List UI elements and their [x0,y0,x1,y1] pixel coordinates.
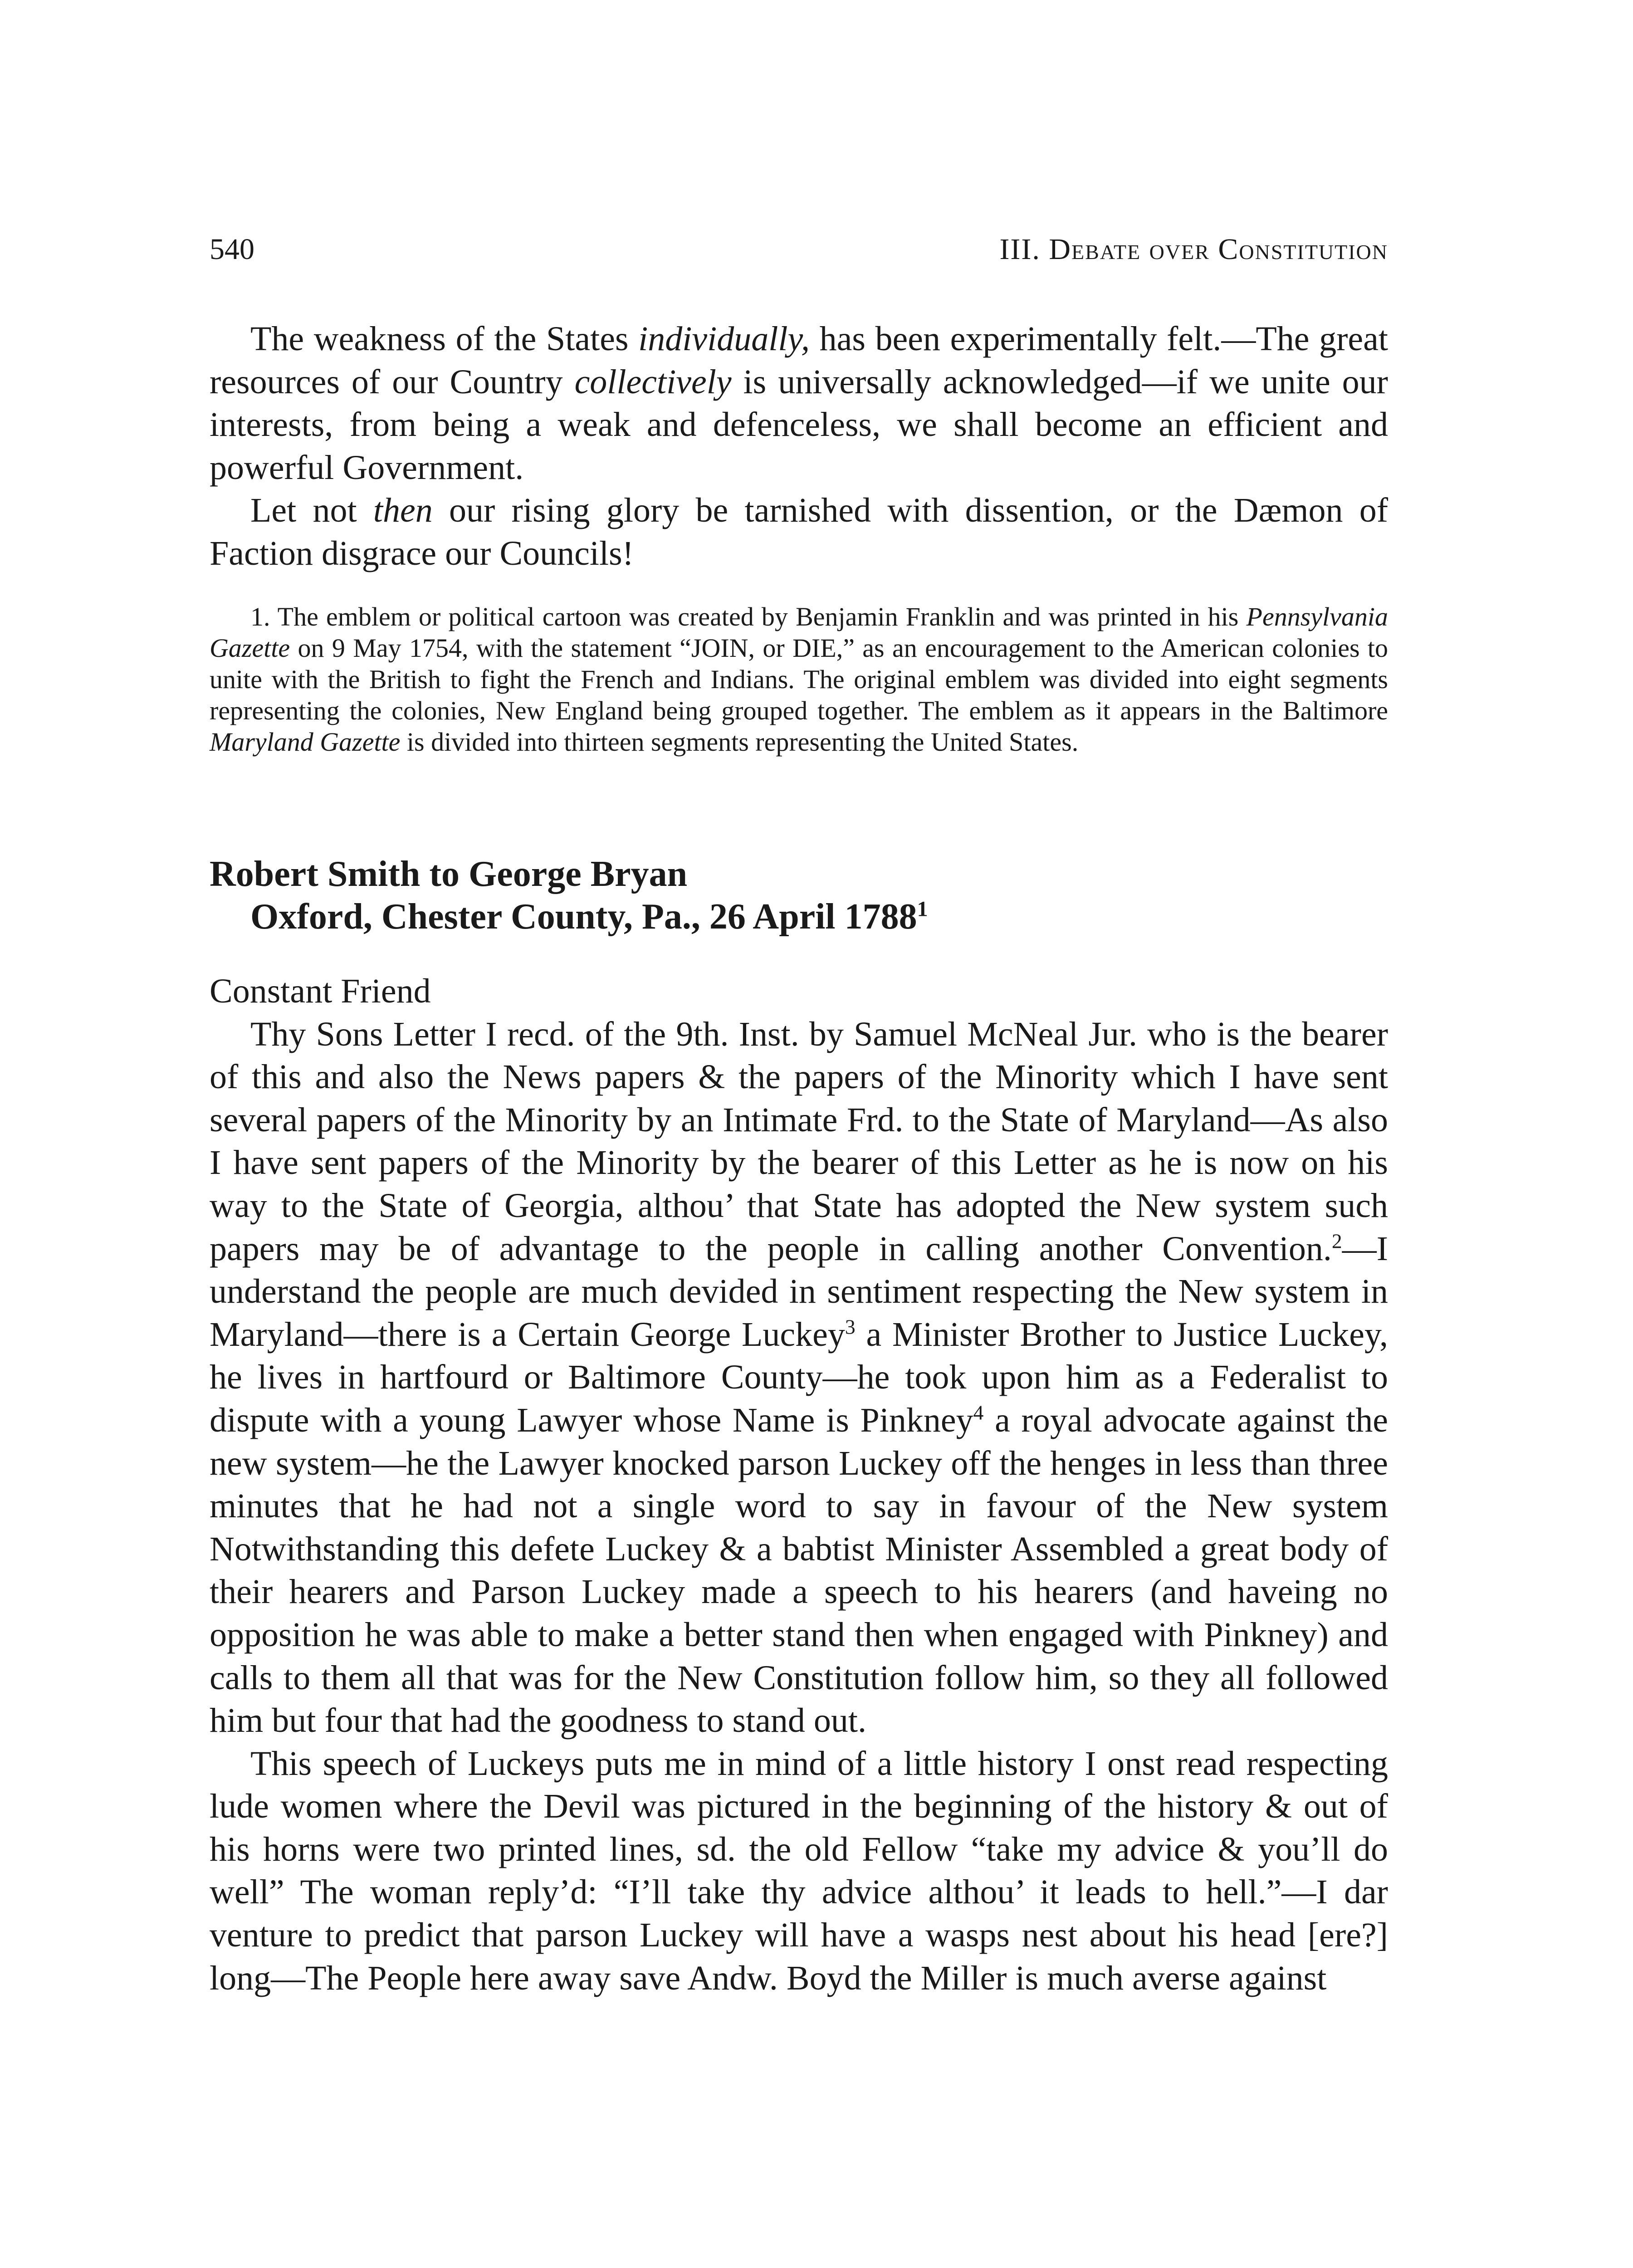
running-title: III. Debate over Constitution [999,233,1388,266]
footnote-ref: 3 [845,1315,856,1339]
letter-author: Robert Smith to George Bryan [210,854,688,894]
continued-text [210,318,1388,575]
paragraph: This speech of Luckeys puts me in mind of a little history I onst read respecting lude women where the Devil was pictured in the beginning of the history & out of his horns were two printed lines, sd. the old Fellow “take my advice & you’ll do well” The woman reply’d: “I’ll take thy advice althou’ it leads to hell.”—I dar venture to predict that parson Luckey will have a wasps nest about his head [ere?] long—The People here away save Andw. Boyd the Miller is much averse against [210,1744,1388,1997]
running-head [210,225,1388,274]
footnote [210,601,1388,758]
paragraph: Thy Sons Letter I recd. of the 9th. Inst. by Samuel McNeal Jur. who is the bearer of this and also the News papers & the papers of the Minority which I have sent several papers of the Minority by an Intimate Frd. to the State of Maryland—As also I have sent papers of the Minority by the bearer of this Letter as he is now on his way to the State of Georgia, althou’ that State has adopted the New system such papers may be of advantage to the people in calling another Convention.$^2$—I understand the people are much devided in sentiment respecting the New system in Maryland—there is a Certain George Luckey$^3$ a Minister Brother to Justice Luckey, he lives in hartfourd or Baltimore County—he took upon him as a Federalist to dispute with a young Lawyer whose Name is Pinkney$^4$ a royal advocate against the new system—he the Lawyer knocked parson Luckey off the henges in less than three minutes that he had not a single word to say in favour of the New system Notwithstanding this defete Luckey & a babtist Minister Assembled a great body of their hearers and Parson Luckey made a speech to his hearers (and haveing no opposition he was able to make a better stand then when engaged with Pinkney) and calls to them all that was for the New Constitution follow him, so they all followed him but four that had the goodness to stand out. [210,1015,1389,1740]
salutation: Constant Friend [210,972,431,1010]
footnote-ref: 1 [917,897,928,921]
paragraph: The weakness of the States individually, has been experimentally felt.—The great resources of our Country collectively is universally acknowledged—if we unite our interests, from being a weak and defenceless, we shall become an efficient and powerful Government. [210,320,1388,487]
letter-heading [210,853,1388,938]
letter-place-date: Oxford, Chester County, Pa., 26 April 1788$^1$ [250,897,928,937]
footnote-text: 1. The emblem or political cartoon was created by Benjamin Franklin and was printed in his Pennsylvania Gazette on 9 May 1754, with the statement “JOIN, or DIE,” as an encouragement to the American colonies to unite with the British to fight the French and Indians. The original emblem was divided into eight segments representing the colonies, New England being grouped together. The emblem as it appears in the Baltimore Maryland Gazette is divided into thirteen segments representing the United States. [210,602,1388,757]
page-number: 540 [210,233,254,266]
letter-body [210,970,1388,1999]
footnote-ref: 2 [1331,1229,1342,1253]
paragraph: Let not then our rising glory be tarnished with dissention, or the Dæmon of Faction disgrace our Councils! [210,491,1389,572]
footnote-ref: 4 [973,1401,984,1424]
